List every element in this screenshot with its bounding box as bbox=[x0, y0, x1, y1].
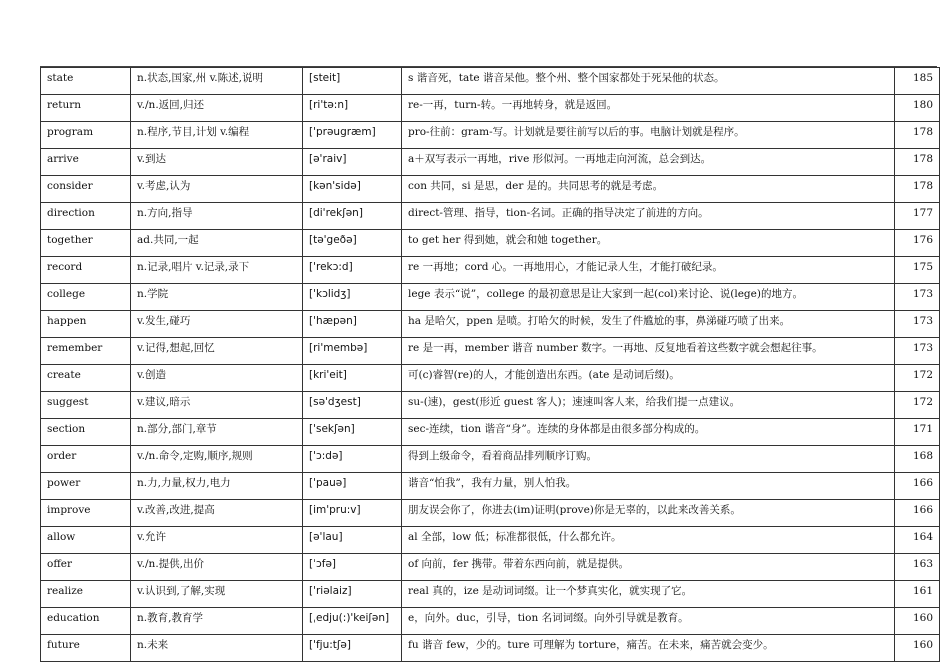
phonetic-cell: [sə'dʒest] bbox=[303, 392, 402, 419]
word-cell: suggest bbox=[41, 392, 131, 419]
definition-cell: n.教育,教育学 bbox=[131, 608, 303, 635]
frequency-cell: 163 bbox=[895, 554, 940, 581]
frequency-cell: 164 bbox=[895, 527, 940, 554]
definition-cell: v.改善,改进,提高 bbox=[131, 500, 303, 527]
table-row bbox=[41, 635, 940, 662]
table-row bbox=[41, 122, 940, 149]
frequency-cell: 173 bbox=[895, 311, 940, 338]
table-row bbox=[41, 527, 940, 554]
phonetic-cell: ['riəlaiz] bbox=[303, 581, 402, 608]
word-cell: consider bbox=[41, 176, 131, 203]
word-cell: future bbox=[41, 635, 131, 662]
mnemonic-cell: re 一再地；cord 心。一再地用心，才能记录人生，才能打破纪录。 bbox=[402, 257, 895, 284]
definition-cell: v.建议,暗示 bbox=[131, 392, 303, 419]
word-cell: create bbox=[41, 365, 131, 392]
frequency-cell: 166 bbox=[895, 500, 940, 527]
definition-cell: v.创造 bbox=[131, 365, 303, 392]
word-cell: arrive bbox=[41, 149, 131, 176]
definition-cell: n.方向,指导 bbox=[131, 203, 303, 230]
phonetic-cell: [ə'lau] bbox=[303, 527, 402, 554]
frequency-cell: 168 bbox=[895, 446, 940, 473]
phonetic-cell: ['sekʃən] bbox=[303, 419, 402, 446]
phonetic-cell: [ˌedju(:)'keiʃən] bbox=[303, 608, 402, 635]
frequency-cell: 175 bbox=[895, 257, 940, 284]
table-row bbox=[41, 149, 940, 176]
table-row bbox=[41, 446, 940, 473]
mnemonic-cell: sec-连续，tion 谐音“身”。连续的身体都是由很多部分构成的。 bbox=[402, 419, 895, 446]
frequency-cell: 160 bbox=[895, 635, 940, 662]
frequency-cell: 178 bbox=[895, 122, 940, 149]
table-row bbox=[41, 554, 940, 581]
phonetic-cell: [ˈɔfə] bbox=[303, 554, 402, 581]
table-row bbox=[41, 338, 940, 365]
phonetic-cell: ['fju:tʃə] bbox=[303, 635, 402, 662]
word-cell: program bbox=[41, 122, 131, 149]
frequency-cell: 166 bbox=[895, 473, 940, 500]
definition-cell: n.学院 bbox=[131, 284, 303, 311]
frequency-cell: 173 bbox=[895, 284, 940, 311]
mnemonic-cell: s 谐音死，tate 谐音呆他。整个州、整个国家都处于死呆他的状态。 bbox=[402, 68, 895, 95]
frequency-cell: 176 bbox=[895, 230, 940, 257]
definition-cell: ad.共同,一起 bbox=[131, 230, 303, 257]
definition-cell: v.到达 bbox=[131, 149, 303, 176]
phonetic-cell: [kən'sidə] bbox=[303, 176, 402, 203]
mnemonic-cell: to get her 得到她，就会和她 together。 bbox=[402, 230, 895, 257]
vocabulary-table-body bbox=[41, 68, 940, 662]
mnemonic-cell: of 向前，fer 携带。带着东西向前，就是提供。 bbox=[402, 554, 895, 581]
definition-cell: v.发生,碰巧 bbox=[131, 311, 303, 338]
table-row bbox=[41, 95, 940, 122]
table-row bbox=[41, 311, 940, 338]
definition-cell: v./n.提供,出价 bbox=[131, 554, 303, 581]
definition-cell: n.记录,唱片 v.记录,录下 bbox=[131, 257, 303, 284]
phonetic-cell: ['hæpən] bbox=[303, 311, 402, 338]
phonetic-cell: ['kɔlidʒ] bbox=[303, 284, 402, 311]
frequency-cell: 172 bbox=[895, 392, 940, 419]
phonetic-cell: [di'rekʃən] bbox=[303, 203, 402, 230]
frequency-cell: 180 bbox=[895, 95, 940, 122]
word-cell: power bbox=[41, 473, 131, 500]
word-cell: education bbox=[41, 608, 131, 635]
word-cell: happen bbox=[41, 311, 131, 338]
phonetic-cell: [kri'eit] bbox=[303, 365, 402, 392]
word-cell: remember bbox=[41, 338, 131, 365]
table-row bbox=[41, 176, 940, 203]
phonetic-cell: [tə'geðə] bbox=[303, 230, 402, 257]
definition-cell: v.考虑,认为 bbox=[131, 176, 303, 203]
definition-cell: v./n.返回,归还 bbox=[131, 95, 303, 122]
table-row bbox=[41, 365, 940, 392]
word-cell: order bbox=[41, 446, 131, 473]
mnemonic-cell: ha 是哈欠，ppen 是喷。打哈欠的时候，发生了件尴尬的事，鼻涕碰巧喷了出来。 bbox=[402, 311, 895, 338]
word-cell: direction bbox=[41, 203, 131, 230]
mnemonic-cell: 得到上级命令，看着商品排列顺序订购。 bbox=[402, 446, 895, 473]
mnemonic-cell: lege 表示“说”，college 的最初意思是让大家到一起(col)来讨论、说(lege)的地方。 bbox=[402, 284, 895, 311]
table-row bbox=[41, 284, 940, 311]
word-cell: state bbox=[41, 68, 131, 95]
table-row bbox=[41, 419, 940, 446]
table-row bbox=[41, 581, 940, 608]
vocabulary-table bbox=[40, 67, 940, 662]
mnemonic-cell: 谐音“怕我”，我有力量，别人怕我。 bbox=[402, 473, 895, 500]
mnemonic-cell: al 全部，low 低；标准都很低，什么都允许。 bbox=[402, 527, 895, 554]
word-cell: realize bbox=[41, 581, 131, 608]
mnemonic-cell: con 共同，si 是思，der 是的。共同思考的就是考虑。 bbox=[402, 176, 895, 203]
table-row bbox=[41, 392, 940, 419]
phonetic-cell: ['pauə] bbox=[303, 473, 402, 500]
word-cell: college bbox=[41, 284, 131, 311]
word-cell: together bbox=[41, 230, 131, 257]
word-cell: improve bbox=[41, 500, 131, 527]
frequency-cell: 171 bbox=[895, 419, 940, 446]
mnemonic-cell: su-(速)，gest(形近 guest 客人)；速速叫客人来，给我们提一点建议。 bbox=[402, 392, 895, 419]
mnemonic-cell: e，向外。duc，引导，tion 名词词缀。向外引导就是教育。 bbox=[402, 608, 895, 635]
table-row bbox=[41, 230, 940, 257]
mnemonic-cell: re-一再，turn-转。一再地转身，就是返回。 bbox=[402, 95, 895, 122]
word-cell: return bbox=[41, 95, 131, 122]
table-row bbox=[41, 203, 940, 230]
mnemonic-cell: real 真的，ize 是动词词缀。让一个梦真实化，就实现了它。 bbox=[402, 581, 895, 608]
frequency-cell: 178 bbox=[895, 149, 940, 176]
definition-cell: v.允许 bbox=[131, 527, 303, 554]
table-row bbox=[41, 473, 940, 500]
table-row bbox=[41, 257, 940, 284]
mnemonic-cell: fu 谐音 few，少的。ture 可理解为 torture，痛苦。在未来，痛苦就会变少。 bbox=[402, 635, 895, 662]
mnemonic-cell: re 是一再，member 谐音 number 数字。一再地、反复地看着这些数字就会想起往事。 bbox=[402, 338, 895, 365]
phonetic-cell: [ə'raiv] bbox=[303, 149, 402, 176]
mnemonic-cell: 朋友误会你了，你进去(im)证明(prove)你是无辜的，以此来改善关系。 bbox=[402, 500, 895, 527]
table-row bbox=[41, 500, 940, 527]
table-row bbox=[41, 68, 940, 95]
mnemonic-cell: pro-往前：gram-写。计划就是要往前写以后的事。电脑计划就是程序。 bbox=[402, 122, 895, 149]
definition-cell: n.部分,部门,章节 bbox=[131, 419, 303, 446]
frequency-cell: 173 bbox=[895, 338, 940, 365]
definition-cell: v.记得,想起,回忆 bbox=[131, 338, 303, 365]
frequency-cell: 161 bbox=[895, 581, 940, 608]
word-cell: offer bbox=[41, 554, 131, 581]
phonetic-cell: [ri'membə] bbox=[303, 338, 402, 365]
phonetic-cell: ['prəugræm] bbox=[303, 122, 402, 149]
table-row bbox=[41, 608, 940, 635]
definition-cell: n.状态,国家,州 v.陈述,说明 bbox=[131, 68, 303, 95]
phonetic-cell: ['ɔ:də] bbox=[303, 446, 402, 473]
frequency-cell: 177 bbox=[895, 203, 940, 230]
frequency-cell: 160 bbox=[895, 608, 940, 635]
mnemonic-cell: a＋双写表示一再地，rive 形似河。一再地走向河流，总会到达。 bbox=[402, 149, 895, 176]
word-cell: section bbox=[41, 419, 131, 446]
definition-cell: v.认识到,了解,实现 bbox=[131, 581, 303, 608]
definition-cell: n.力,力量,权力,电力 bbox=[131, 473, 303, 500]
word-cell: record bbox=[41, 257, 131, 284]
frequency-cell: 178 bbox=[895, 176, 940, 203]
frequency-cell: 185 bbox=[895, 68, 940, 95]
definition-cell: v./n.命令,定购,顺序,规则 bbox=[131, 446, 303, 473]
definition-cell: n.程序,节目,计划 v.编程 bbox=[131, 122, 303, 149]
frequency-cell: 172 bbox=[895, 365, 940, 392]
phonetic-cell: [im'pru:v] bbox=[303, 500, 402, 527]
phonetic-cell: [ri'tə:n] bbox=[303, 95, 402, 122]
phonetic-cell: [steit] bbox=[303, 68, 402, 95]
mnemonic-cell: direct-管理、指导，tion-名词。正确的指导决定了前进的方向。 bbox=[402, 203, 895, 230]
phonetic-cell: ['rekɔ:d] bbox=[303, 257, 402, 284]
definition-cell: n.未来 bbox=[131, 635, 303, 662]
mnemonic-cell: 可(c)睿智(re)的人，才能创造出东西。(ate 是动词后缀)。 bbox=[402, 365, 895, 392]
word-cell: allow bbox=[41, 527, 131, 554]
